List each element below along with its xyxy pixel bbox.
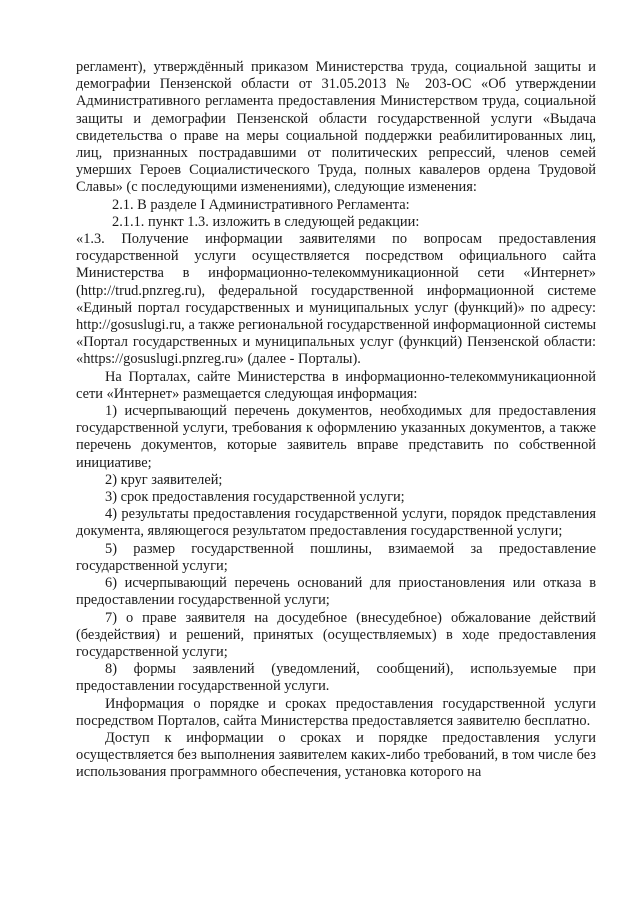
list-item-5: 5) размер государственной пошлины, взимаемой за предоставление государственной услуги; [76, 540, 596, 574]
document-page [76, 59, 596, 782]
list-item-6: 6) исчерпывающий перечень оснований для приостановления или отказа в предоставлении государственной услуги; [76, 575, 596, 609]
list-item-7: 7) о праве заявителя на досудебное (внесудебное) обжалование действий (бездействия) и решений, принятых (осуществляемых) в ходе предоставления государственной услуги; [76, 609, 596, 660]
list-item-4: 4) результаты предоставления государственной услуги, порядок представления документа, являющегося результатом предоставления государственной услуги; [76, 506, 596, 540]
free-info-paragraph: Информация о порядке и сроках предоставления государственной услуги посредством Порталов, сайта Министерства предоставляется заявителю бесплатно. [76, 695, 596, 729]
point-1-3-paragraph: «1.3. Получение информации заявителями по вопросам предоставления государственной услуги осуществляется посредством официального сайта Министерства в информационно-телекоммуникационной сети «Интернет» (http://trud.pnzreg.ru), федеральной государственной информационной системе «Единый портал государственных и муниципальных услуг (функций)» по адресу: http://gosuslugi.ru, а также региональной государственной информационной системы «Портал государственных и муниципальных услуг (функций) Пензенской области: «https://gosuslugi.pnzreg.ru» (далее - Порталы). [76, 231, 597, 368]
portals-info-paragraph: На Порталах, сайте Министерства в информационно-телекоммуникационной сети «Интернет» размещается следующая информация: [76, 368, 596, 402]
access-info-paragraph: Доступ к информации о сроках и порядке предоставления услуги осуществляется без выполнения заявителем каких-либо требований, в том числе без использования программного обеспечения, установка которого на [76, 729, 596, 781]
section-2-1-1-heading: 2.1.1. пункт 1.3. изложить в следующей редакции: [112, 213, 420, 230]
intro-paragraph: регламент), утверждённый приказом Министерства труда, социальной защиты и демографии Пензенской области от 31.05.2013 № 203-ОС «Об утверждении Административного регламента предоставления Министерством труда, социальной защиты и демографии Пензенской области государственной услуги «Выдача свидетельства о праве на меры социальной поддержки реабилитированных лиц, лиц, признанных пострадавшими от политических репрессий, членов семей умерших Героев Социалистического Труда, полных кавалеров ордена Трудовой Славы» (с последующими изменениями), следующие изменения: [76, 59, 596, 196]
section-2-1-heading: 2.1. В разделе I Административного Регламента: [112, 196, 410, 213]
list-item-3: 3) срок предоставления государственной услуги; [105, 489, 405, 506]
list-item-8: 8) формы заявлений (уведомлений, сообщений), используемые при предоставлении государственной услуги. [76, 661, 596, 695]
list-item-2: 2) круг заявителей; [105, 471, 223, 488]
list-item-1: 1) исчерпывающий перечень документов, необходимых для предоставления государственной услуги, требования к оформлению указанных документов, а также перечень документов, которые заявитель вправе представить по собственной инициативе; [76, 403, 596, 471]
